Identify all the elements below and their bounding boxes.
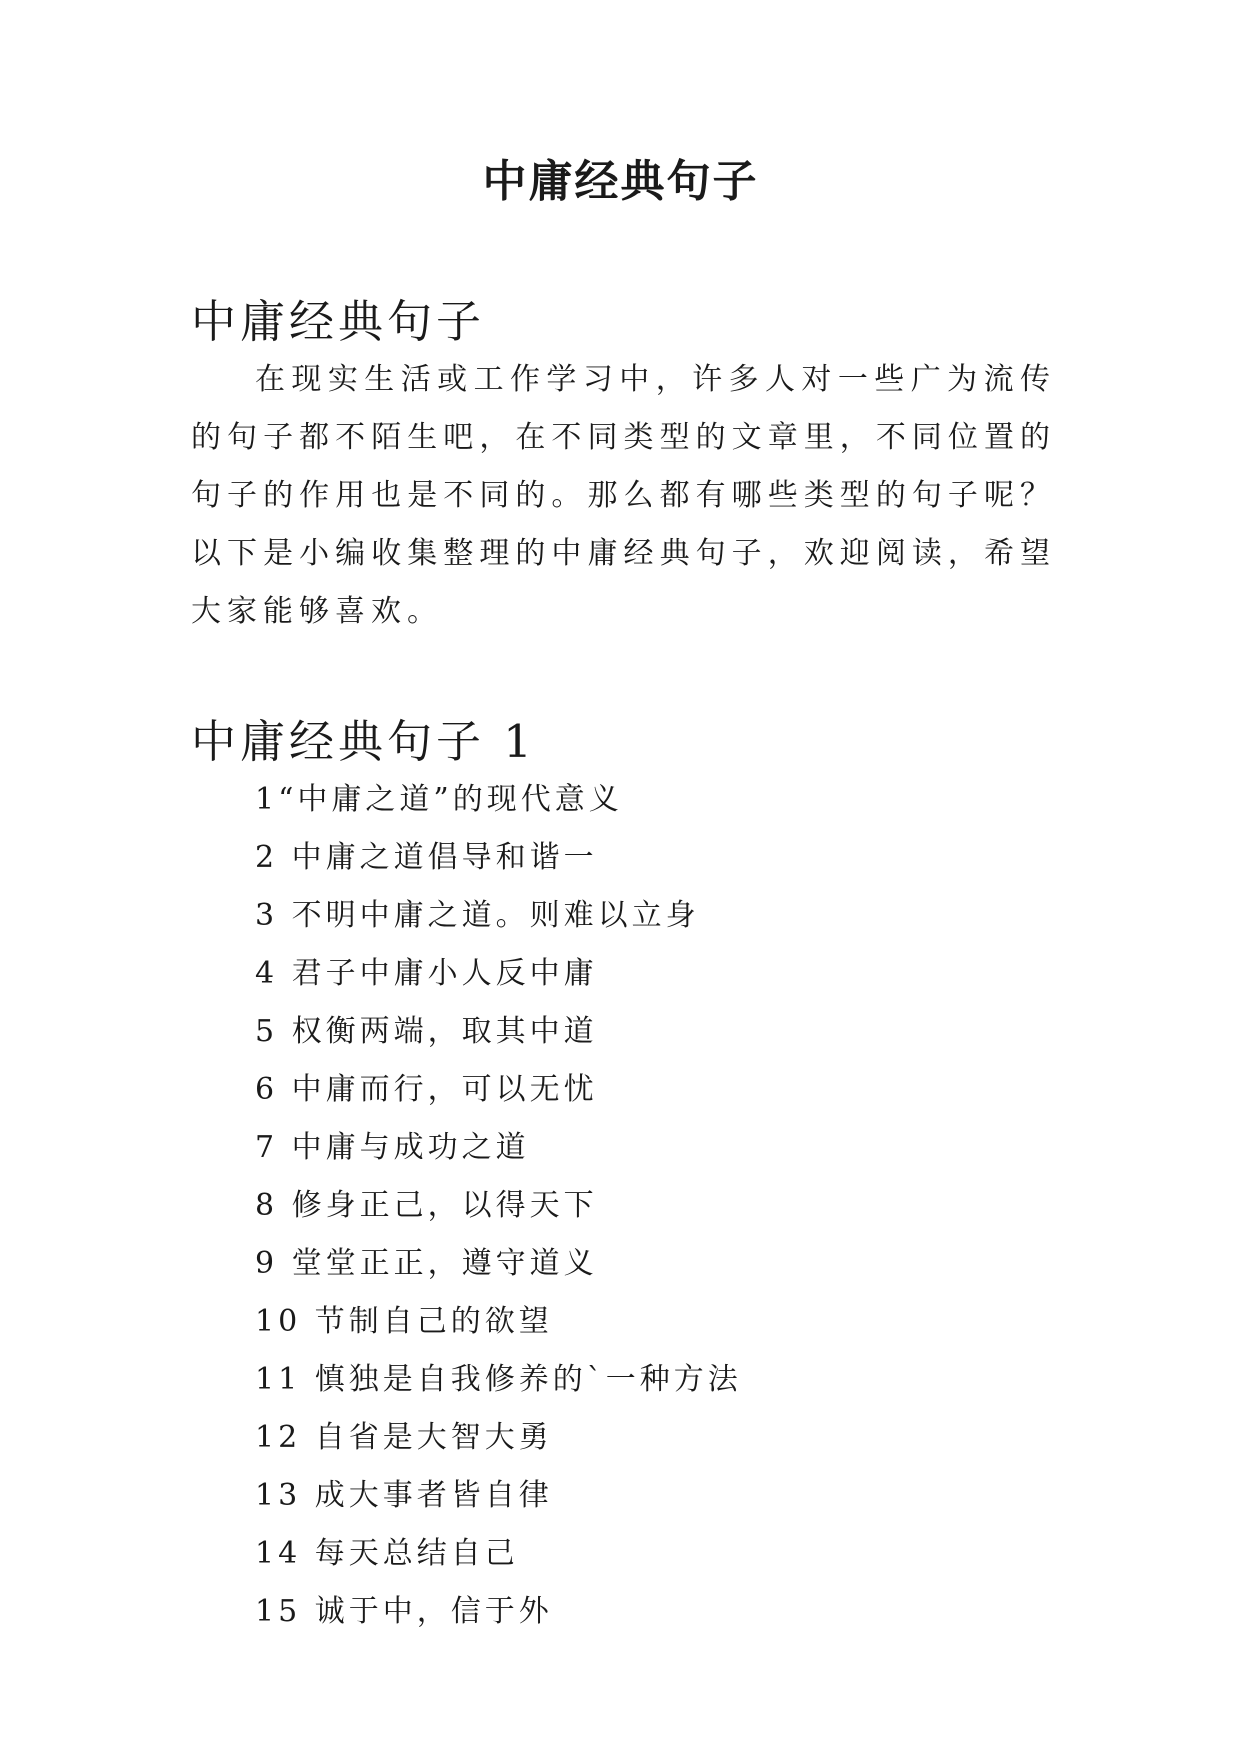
list-item: 1“中庸之道”的现代意义 [255, 782, 623, 817]
list-item: 5 权衡两端，取其中道 [255, 1014, 598, 1049]
list-item: 9 堂堂正正，遵守道义 [255, 1246, 598, 1281]
list-item: 14 每天总结自己 [255, 1536, 519, 1571]
paragraph-spacer [191, 641, 1056, 713]
intro-paragraph: 在现实生活或工作学习中，许多人对一些广为流传的句子都不陌生吧，在不同类型的文章里，不同位置的句子的作用也是不同的。那么都有哪些类型的句子呢？以下是小编收集整理的中庸经典句子，欢迎阅读，希望大家能够喜欢。 [191, 362, 1056, 629]
document-body [191, 293, 1056, 1641]
list-item: 12 自省是大智大勇 [255, 1420, 553, 1455]
list-item: 2 中庸之道倡导和谐一 [255, 840, 598, 875]
list-item: 13 成大事者皆自律 [255, 1478, 553, 1513]
section-title: 中庸经典句子 1 [191, 715, 536, 768]
list-item: 7 中庸与成功之道 [255, 1130, 530, 1165]
list-item: 11 慎独是自我修养的`一种方法 [255, 1362, 742, 1397]
intro-heading: 中庸经典句子 [191, 295, 486, 348]
list-item: 10 节制自己的欲望 [255, 1304, 553, 1339]
list-item: 3 不明中庸之道。则难以立身 [255, 898, 700, 933]
document-title: 中庸经典句子 [482, 156, 759, 207]
list-item: 4 君子中庸小人反中庸 [255, 956, 598, 991]
list-item: 15 诚于中，信于外 [255, 1594, 553, 1629]
list-item: 6 中庸而行，可以无忧 [255, 1072, 598, 1107]
list-item: 8 修身正己，以得天下 [255, 1188, 598, 1223]
sentence-list [191, 771, 1056, 1641]
